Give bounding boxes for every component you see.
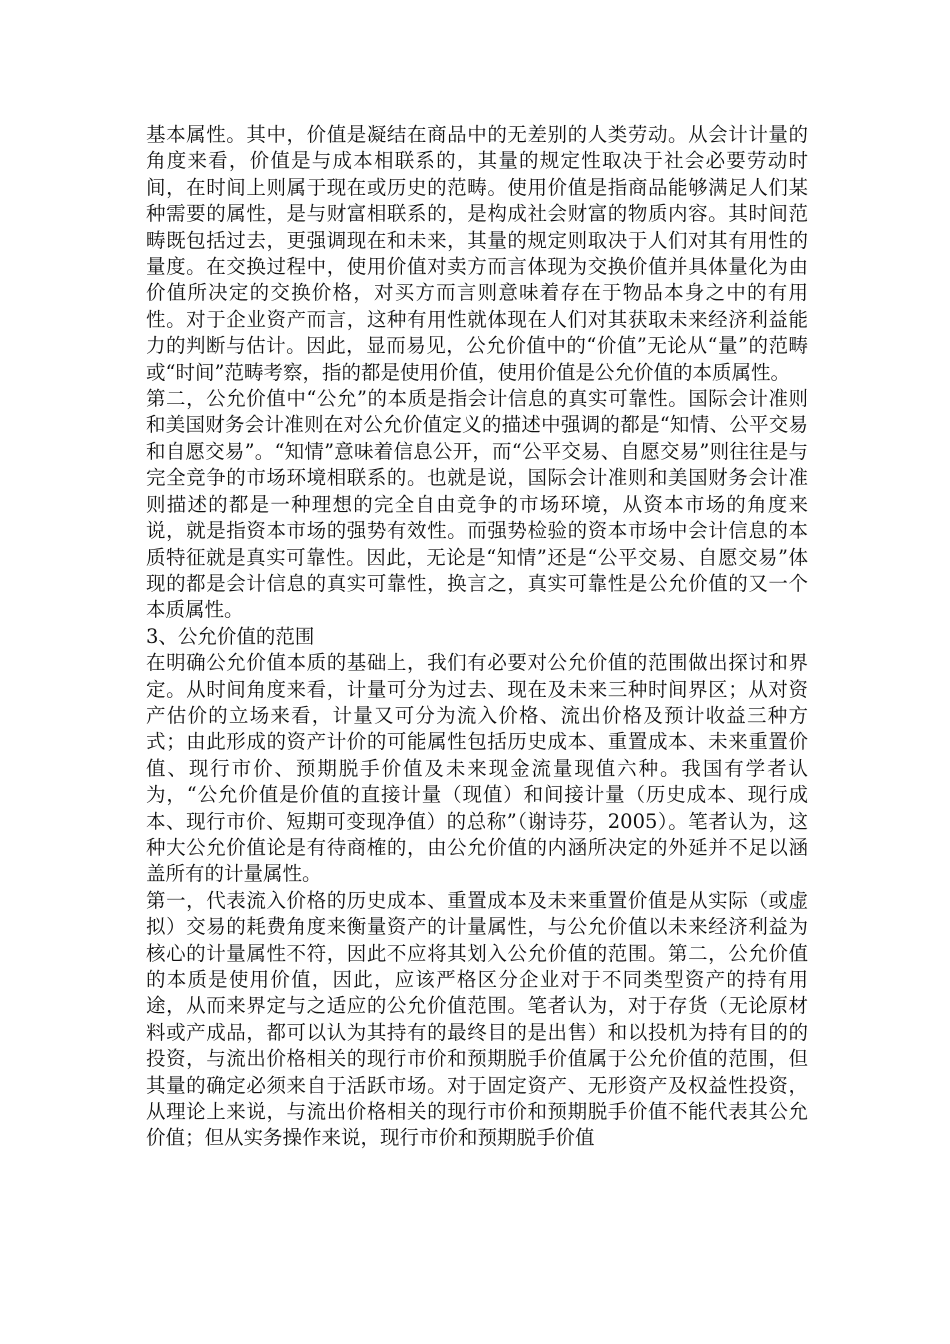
section-heading: 3、公允价值的范围	[146, 624, 315, 648]
document-body	[146, 122, 808, 1152]
paragraph-use-value: 基本属性。其中，价值是凝结在商品中的无差别的人类劳动。从会计计量的角度来看，价值是与成本相联系的，其量的规定性取决于社会必要劳动时间，在时间上则属于现在或历史的范畴。使用价值是指商品能够满足人们某种需要的属性，是与财富相联系的，是构成社会财富的物质内容。其时间范畴既包括过去，更强调现在和未来，其量的规定则取决于人们对其有用性的量度。在交换过程中，使用价值对卖方而言体现为交换价值并具体量化为由价值所决定的交换价格，对买方而言则意味着存在于物品本身之中的有用性。对于企业资产而言，这种有用性就体现在人们对其获取未来经济利益能力的判断与估计。因此，显而易见，公允价值中的“价值”无论从“量”的范畴或“时间”范畴考察，指的都是使用价值，使用价值是公允价值的本质属性。	[146, 123, 808, 384]
paragraph-scope-details: 第一，代表流入价格的历史成本、重置成本及未来重置价值是从实际（或虚拟）交易的耗费角度来衡量资产的计量属性，与公允价值以未来经济利益为核心的计量属性不符，因此不应将其划入公允价值的范围。第二，公允价值的本质是使用价值，因此，应该严格区分企业对于不同类型资产的持有用途，从而来界定与之适应的公允价值范围。笔者认为，对于存货（无论原材料或产成品，都可以认为其持有的最终目的是出售）和以投机为持有目的的投资，与流出价格相关的现行市价和预期脱手价值属于公允价值的范围，但其量的确定必须来自于活跃市场。对于固定资产、无形资产及权益性投资，从理论上来说，与流出价格相关的现行市价和预期脱手价值不能代表其公允价值；但从实务操作来说，现行市价和预期脱手价值	[146, 888, 808, 1150]
paragraph-fairness: 第二，公允价值中“公允”的本质是指会计信息的真实可靠性。国际会计准则和美国财务会计准则在对公允价值定义的描述中强调的都是“知情、公平交易和自愿交易”。“知情”意味着信息公开，而“公平交易、自愿交易”则往往是与完全竞争的市场环境相联系的。也就是说，国际会计准则和美国财务会计准则描述的都是一种理想的完全自由竞争的市场环境，从资本市场的角度来说，就是指资本市场的强势有效性。而强势检验的资本市场中会计信息的本质特征就是真实可靠性。因此，无论是“知情”还是“公平交易、自愿交易”体现的都是会计信息的真实可靠性，换言之，真实可靠性是公允价值的又一个本质属性。	[146, 387, 808, 622]
paragraph-scope-intro: 在明确公允价值本质的基础上，我们有必要对公允价值的范围做出探讨和界定。从时间角度来看，计量可分为过去、现在及未来三种时间界区；从对资产估价的立场来看，计量又可分为流入价格、流出价格及预计收益三种方式；由此形成的资产计价的可能属性包括历史成本、重置成本、未来重置价值、现行市价、预期脱手价值及未来现金流量现值六种。我国有学者认为，“公允价值是价值的直接计量（现值）和间接计量（历史成本、现行成本、现行市价、短期可变现净值）的总称”（谢诗芬，2005）。笔者认为，这种大公允价值论是有待商榷的，由公允价值的内涵所决定的外延并不足以涵盖所有的计量属性。	[146, 651, 808, 886]
